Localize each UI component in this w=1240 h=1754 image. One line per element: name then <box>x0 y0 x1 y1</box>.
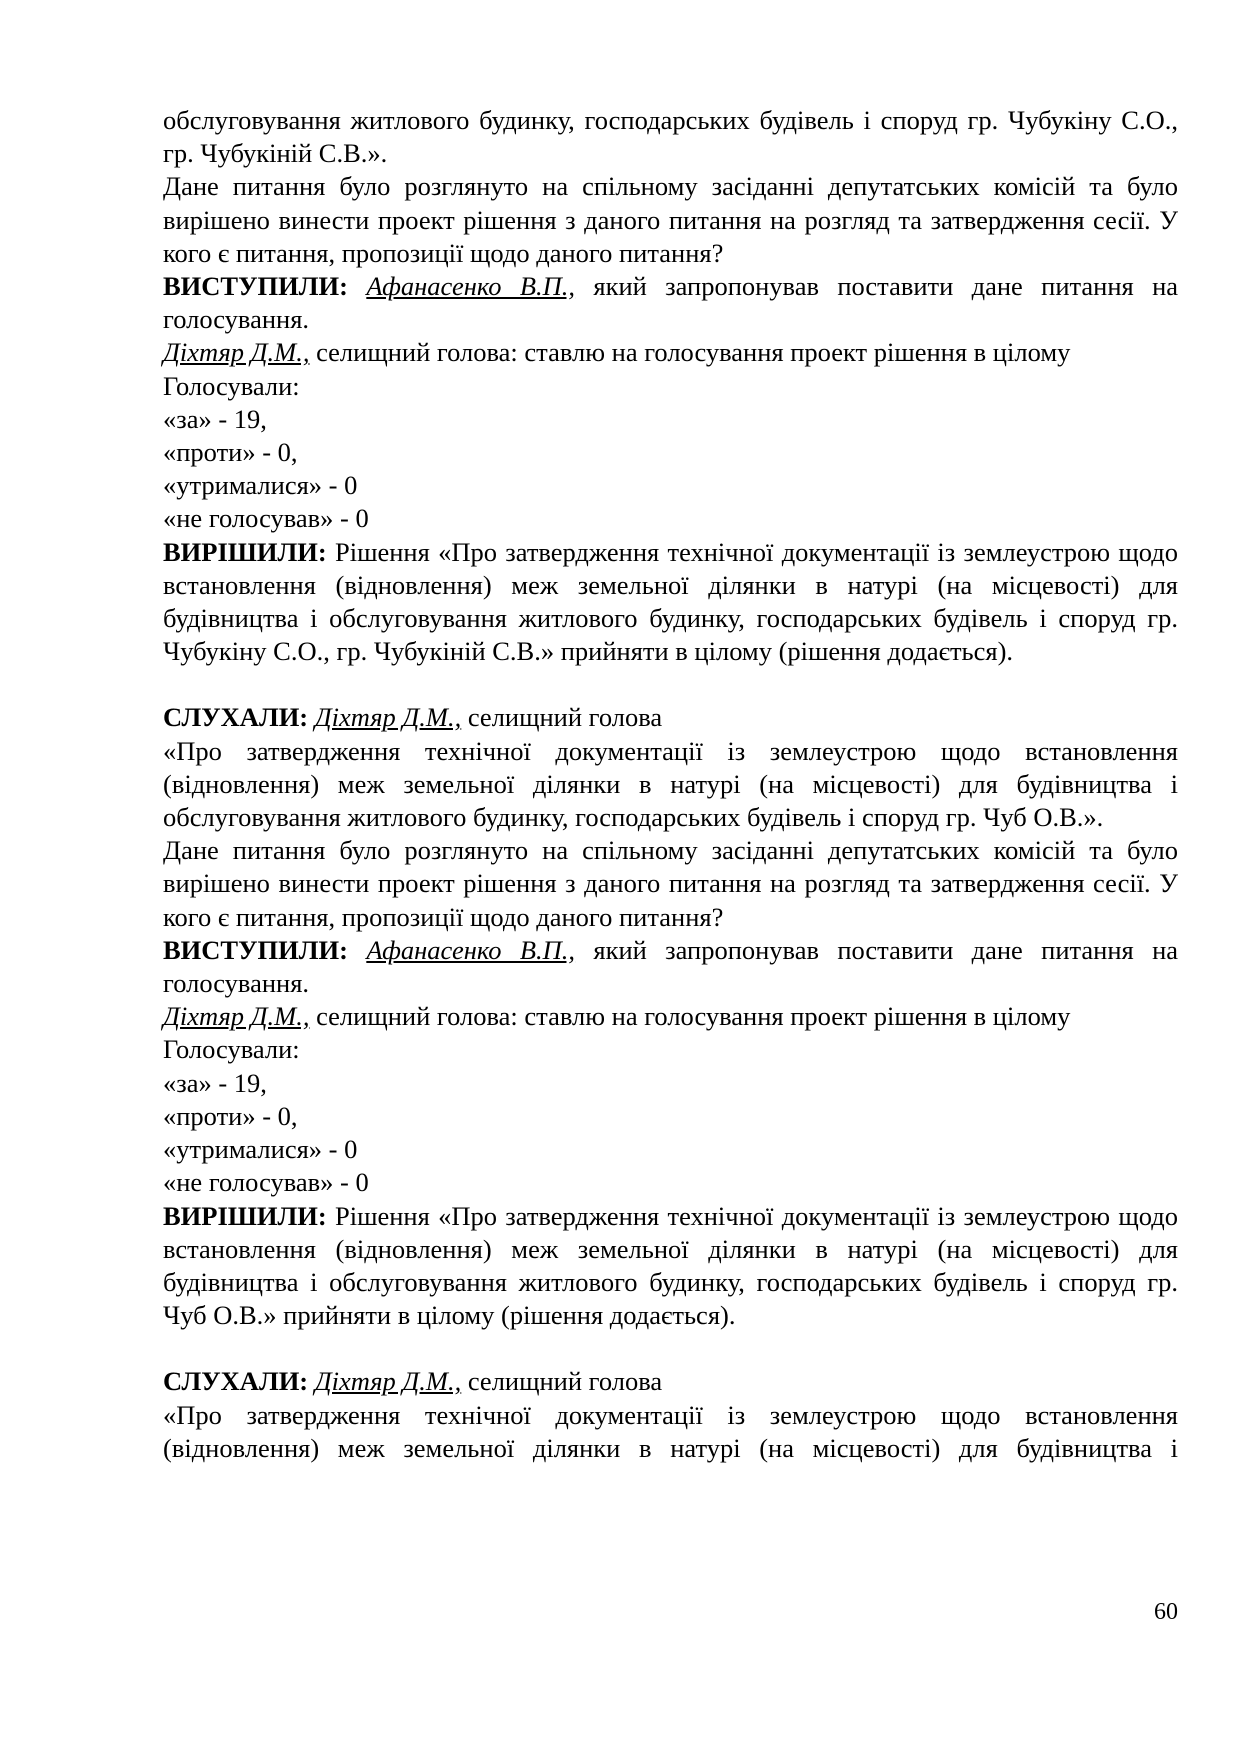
spoke-text: який запропонував поставити дане питання на голосування. <box>163 934 1179 999</box>
decided-label: ВИРІШИЛИ: <box>163 1200 327 1231</box>
decided-text: Рішення «Про затвердження технічної документації із землеустрою щодо встановлення (відновлення) меж земельної ділянки в натурі (на місцевості) для будівництва і обслуговування житлового будинку, господарських будівель і споруд гр. Чубукіну С.О., гр. Чубукіній С.В.» прийняти в цілому (рішення додається). <box>163 536 1178 667</box>
spoke-label: ВИСТУПИЛИ: <box>163 271 348 302</box>
vote-against: «проти» - 0, <box>163 437 298 468</box>
heard-name: Діхтяр Д.М., <box>314 702 462 733</box>
paragraph-decided <box>163 536 1178 669</box>
speaker-name: Афанасенко В.П., <box>366 271 576 302</box>
paragraph-spoke <box>163 270 1178 336</box>
paragraph-heard <box>163 701 1178 734</box>
chair-text: селищний голова: ставлю на голосування проект рішення в цілому <box>309 337 1071 368</box>
spoke-text: який запропонував поставити дане питання на голосування. <box>163 271 1179 335</box>
paragraph-committee-note: Дане питання було розглянуто на спільному засіданні депутатських комісій та було вирішено винести проект рішення з даного питання на розгляд та затвердження сесії. У кого є питання, пропозиції щодо даного питання? <box>163 835 1178 932</box>
paragraph-decided <box>163 1200 1178 1333</box>
vote-abstained: «утрималися» - 0 <box>163 470 358 501</box>
chair-text: селищний голова: ставлю на голосування проект рішення в цілому <box>309 1001 1071 1032</box>
paragraph-topic: «Про затвердження технічної документації із землеустрою щодо встановлення (відновлення) меж земельної ділянки в натурі (на місцевості) для будівництва і <box>163 1399 1178 1463</box>
heard-label: СЛУХАЛИ: <box>163 1366 309 1397</box>
minutes-content <box>163 104 1178 1465</box>
vote-not-voted: «не голосував» - 0 <box>163 503 369 534</box>
vote-for: «за» - 19, <box>163 403 267 434</box>
heard-label: СЛУХАЛИ: <box>163 702 309 733</box>
decided-label: ВИРІШИЛИ: <box>163 536 327 567</box>
speaker-name: Афанасенко В.П., <box>366 934 576 965</box>
paragraph-chair <box>163 336 1178 369</box>
heard-role: селищний голова <box>461 702 663 733</box>
decided-text: Рішення «Про затвердження технічної документації із землеустрою щодо встановлення (відновлення) меж земельної ділянки в натурі (на місцевості) для будівництва і обслуговування житлового будинку, господарських будівель і споруд гр. Чуб О.В.» прийняти в цілому (рішення додається). <box>163 1200 1178 1331</box>
spoke-label: ВИСТУПИЛИ: <box>163 934 348 965</box>
voted-label: Голосували: <box>163 370 300 401</box>
paragraph-heard <box>163 1365 1178 1398</box>
page-number: 60 <box>1154 1599 1178 1625</box>
heard-role: селищний голова <box>461 1366 663 1397</box>
chair-name: Діхтяр Д.М., <box>163 337 310 368</box>
paragraph-chair <box>163 1000 1178 1033</box>
section-gap <box>163 668 1178 701</box>
paragraph-committee-note: Дане питання було розглянуто на спільному засіданні депутатських комісій та було вирішено винести проект рішення з даного питання на розгляд та затвердження сесії. У кого є питання, пропозиції щодо даного питання? <box>163 171 1178 268</box>
vote-abstained: «утрималися» - 0 <box>163 1134 358 1165</box>
voted-label: Голосували: <box>163 1034 300 1065</box>
vote-not-voted: «не голосував» - 0 <box>163 1167 369 1198</box>
heard-name: Діхтяр Д.М., <box>314 1366 462 1397</box>
paragraph-spoke <box>163 934 1178 1000</box>
vote-for: «за» - 19, <box>163 1067 267 1098</box>
paragraph-topic: «Про затвердження технічної документації із землеустрою щодо встановлення (відновлення) меж земельної ділянки в натурі (на місцевості) для будівництва і обслуговування житлового будинку, господарських будівель і споруд гр. Чуб О.В.». <box>163 735 1178 833</box>
paragraph-continuation: обслуговування житлового будинку, господарських будівель і споруд гр. Чубукіну С.О., гр. Чубукіній С.В.». <box>163 105 1178 169</box>
chair-name: Діхтяр Д.М., <box>163 1001 310 1032</box>
section-gap <box>163 1332 1178 1365</box>
vote-against: «проти» - 0, <box>163 1100 298 1131</box>
